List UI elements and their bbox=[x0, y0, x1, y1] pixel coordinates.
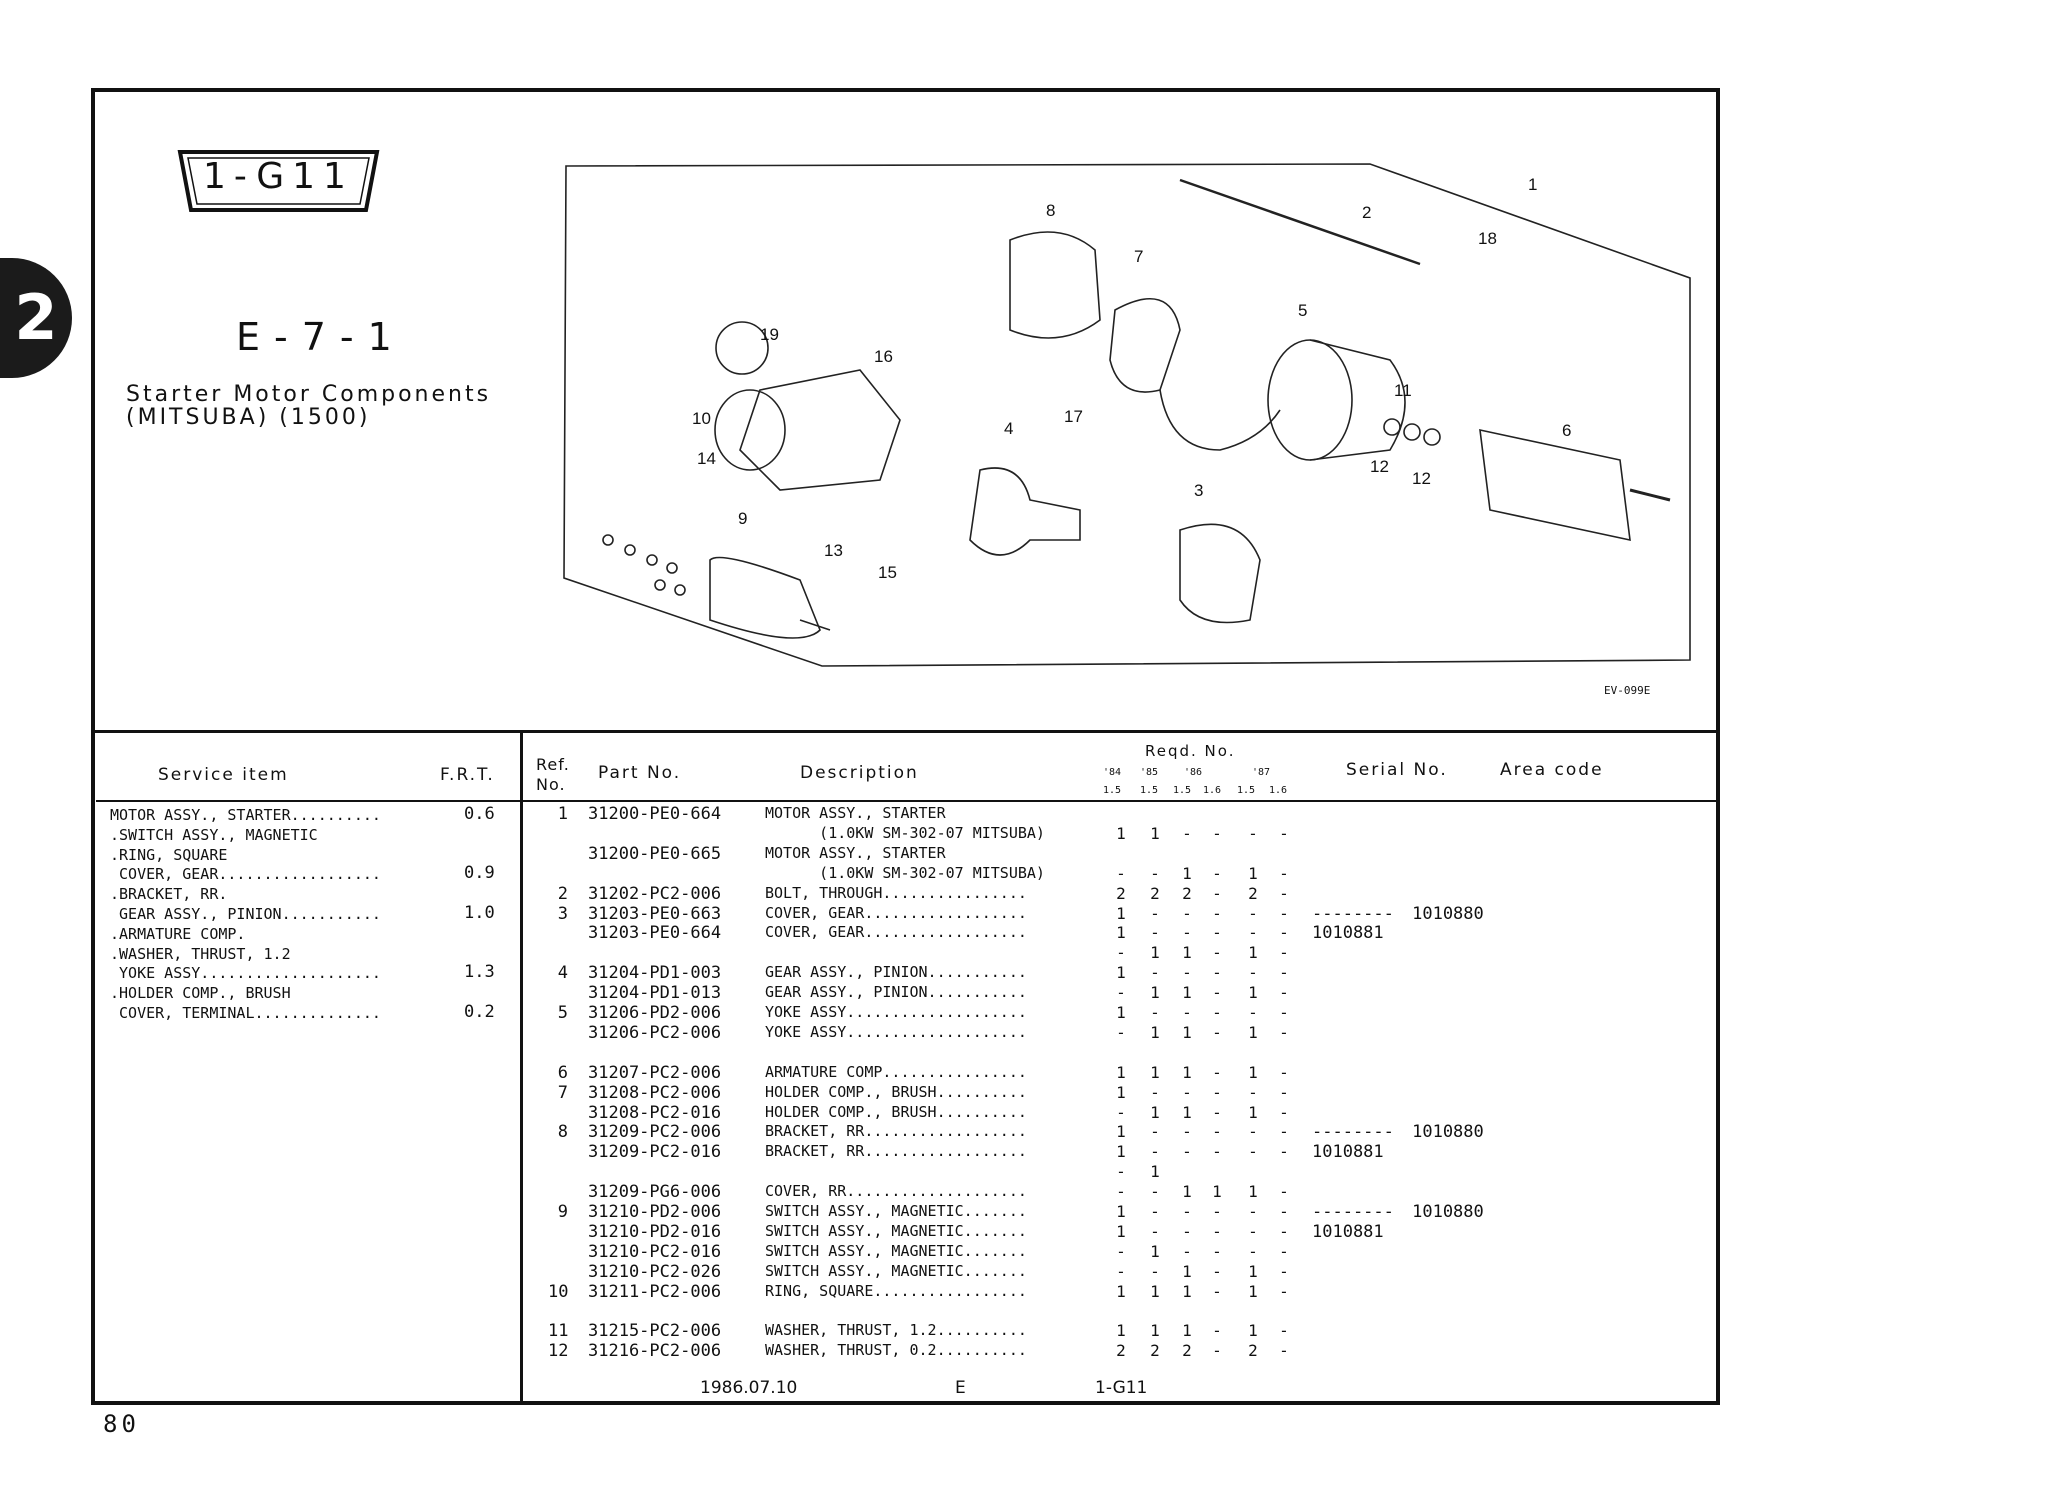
section-tab: 2 bbox=[0, 258, 72, 378]
table-divider bbox=[520, 733, 523, 1401]
reqd-qty: 1 bbox=[1182, 1062, 1192, 1082]
part-number: 31209-PG6-006 bbox=[588, 1182, 722, 1203]
reqd-qty: 1 bbox=[1182, 863, 1192, 883]
page-subtitle: (MITSUBA) (1500) bbox=[126, 405, 371, 430]
part-number: 31209-PC2-006 bbox=[588, 1122, 722, 1143]
header-ref-no: Ref. No. bbox=[536, 755, 570, 794]
part-description: HOLDER COMP., BRUSH.......... bbox=[765, 1102, 1027, 1121]
exploded-parts-diagram bbox=[560, 160, 1700, 680]
reqd-qty: - bbox=[1279, 1261, 1289, 1281]
part-description: (1.0KW SM-302-07 MITSUBA) bbox=[765, 823, 1045, 842]
part-description: YOKE ASSY.................... bbox=[765, 1003, 1027, 1021]
part-number: 31210-PD2-006 bbox=[588, 1202, 722, 1222]
reqd-qty: 1 bbox=[1248, 1102, 1258, 1122]
service-item-frt: 0.2 bbox=[464, 1002, 495, 1022]
reqd-qty: 1 bbox=[1182, 1321, 1192, 1341]
reqd-qty: 2 bbox=[1248, 883, 1258, 903]
part-description: MOTOR ASSY., STARTER bbox=[765, 843, 946, 862]
part-number: 31209-PC2-016 bbox=[588, 1142, 722, 1163]
header-frt: F.R.T. bbox=[440, 765, 495, 785]
page-number: 80 bbox=[103, 1410, 140, 1438]
callout-10: 10 bbox=[692, 409, 711, 428]
reqd-qty: - bbox=[1279, 963, 1289, 983]
reqd-qty: 1 bbox=[1116, 1062, 1126, 1082]
reqd-qty: - bbox=[1116, 1182, 1126, 1202]
service-item: GEAR ASSY., PINION........... bbox=[110, 905, 381, 923]
callout-1: 1 bbox=[1528, 175, 1538, 194]
service-item-frt: 1.0 bbox=[464, 903, 495, 923]
reqd-qty: 1 bbox=[1150, 943, 1160, 963]
part-number: 31210-PC2-016 bbox=[588, 1241, 722, 1262]
part-description: COVER, GEAR.................. bbox=[765, 923, 1027, 942]
part-number: 31203-PE0-663 bbox=[588, 903, 722, 924]
reqd-qty: 2 bbox=[1116, 883, 1126, 903]
badge-label: 1-G11 bbox=[203, 156, 354, 197]
serial-no: -------- 1010880 bbox=[1312, 1202, 1484, 1222]
reqd-qty: - bbox=[1212, 1142, 1222, 1162]
section-code: E-7-1 bbox=[236, 315, 406, 359]
reqd-qty: - bbox=[1212, 1122, 1222, 1142]
reqd-qty: 1 bbox=[1150, 823, 1160, 843]
part-description: COVER, GEAR.................. bbox=[765, 903, 1027, 922]
reqd-qty: - bbox=[1116, 1102, 1126, 1122]
serial-no: -------- 1010880 bbox=[1312, 1122, 1484, 1143]
reqd-qty: - bbox=[1212, 903, 1222, 923]
reqd-qty: 1 bbox=[1248, 863, 1258, 883]
part-description: MOTOR ASSY., STARTER bbox=[765, 804, 946, 822]
reqd-qty: - bbox=[1248, 903, 1258, 923]
reqd-qty: - bbox=[1279, 1182, 1289, 1202]
reqd-qty: - bbox=[1150, 1142, 1160, 1162]
callout-4: 4 bbox=[1004, 419, 1014, 438]
reqd-qty: - bbox=[1212, 823, 1222, 843]
ref-no: 8 bbox=[557, 1122, 568, 1143]
part-description: BRACKET, RR.................. bbox=[765, 1122, 1027, 1141]
reqd-qty: - bbox=[1248, 963, 1258, 983]
reqd-qty: - bbox=[1182, 903, 1192, 923]
service-item: .BRACKET, RR. bbox=[110, 885, 228, 904]
service-item: MOTOR ASSY., STARTER.......... bbox=[110, 806, 381, 824]
reqd-qty: - bbox=[1116, 943, 1126, 963]
part-number: 31207-PC2-006 bbox=[588, 1062, 722, 1083]
ref-no: 1 bbox=[557, 804, 568, 824]
reqd-qty: - bbox=[1182, 923, 1192, 943]
reqd-qty: 1 bbox=[1182, 943, 1192, 963]
disp-3: 1.5 bbox=[1173, 785, 1192, 796]
ref-no: 5 bbox=[557, 1003, 568, 1023]
ref-no: 10 bbox=[548, 1281, 569, 1302]
reqd-qty: 2 bbox=[1150, 1341, 1160, 1361]
reqd-qty: - bbox=[1279, 1082, 1289, 1102]
reqd-qty: 1 bbox=[1248, 1182, 1258, 1202]
disp-1: 1.5 bbox=[1103, 785, 1122, 796]
reqd-qty: - bbox=[1182, 823, 1192, 843]
callout-19: 19 bbox=[760, 325, 779, 344]
reqd-qty: 1 bbox=[1116, 963, 1126, 983]
part-number: 31210-PD2-016 bbox=[588, 1221, 722, 1242]
callout-6: 6 bbox=[1562, 421, 1572, 440]
reqd-qty: 1 bbox=[1116, 903, 1126, 923]
part-number: 31206-PC2-006 bbox=[588, 1022, 722, 1043]
part-description: YOKE ASSY.................... bbox=[765, 1022, 1027, 1041]
reqd-qty: - bbox=[1150, 1122, 1160, 1142]
service-item-frt: 0.9 bbox=[464, 863, 495, 884]
service-item-frt: 1.3 bbox=[464, 962, 495, 983]
callout-11: 11 bbox=[1394, 381, 1412, 400]
reqd-qty: - bbox=[1279, 1122, 1289, 1142]
callout-7: 7 bbox=[1134, 247, 1144, 266]
callout-15: 15 bbox=[878, 563, 897, 582]
callout-12b: 12 bbox=[1412, 469, 1431, 488]
reqd-qty: - bbox=[1212, 1022, 1222, 1042]
reqd-qty: 2 bbox=[1182, 883, 1192, 903]
reqd-qty: 1 bbox=[1182, 1182, 1192, 1202]
part-number: 31210-PC2-026 bbox=[588, 1261, 722, 1282]
reqd-qty: - bbox=[1279, 1102, 1289, 1122]
reqd-qty: - bbox=[1150, 1082, 1160, 1102]
part-description: (1.0KW SM-302-07 MITSUBA) bbox=[765, 863, 1045, 882]
reqd-qty: - bbox=[1182, 1142, 1192, 1162]
part-description: COVER, RR.................... bbox=[765, 1182, 1027, 1201]
part-description: BOLT, THROUGH................ bbox=[765, 883, 1027, 902]
service-item: .HOLDER COMP., BRUSH bbox=[110, 984, 291, 1003]
reqd-qty: - bbox=[1279, 983, 1289, 1003]
reqd-qty: 2 bbox=[1150, 883, 1160, 903]
reqd-qty: 1 bbox=[1116, 923, 1126, 943]
callout-8: 8 bbox=[1046, 201, 1056, 220]
service-item: .ARMATURE COMP. bbox=[110, 924, 246, 943]
reqd-qty: - bbox=[1248, 1082, 1258, 1102]
reqd-qty: - bbox=[1248, 1142, 1258, 1162]
reqd-qty: - bbox=[1212, 1321, 1222, 1341]
reqd-qty: 1 bbox=[1116, 1202, 1126, 1221]
callout-17: 17 bbox=[1064, 407, 1083, 426]
reqd-qty: - bbox=[1212, 1003, 1222, 1022]
reqd-qty: 2 bbox=[1248, 1341, 1258, 1361]
disp-4: 1.6 bbox=[1203, 785, 1222, 796]
callout-13: 13 bbox=[824, 541, 843, 560]
reqd-qty: 1 bbox=[1182, 983, 1192, 1003]
reqd-qty: - bbox=[1212, 1341, 1222, 1361]
reqd-qty: - bbox=[1212, 1241, 1222, 1261]
reqd-qty: - bbox=[1212, 1221, 1222, 1241]
reqd-qty: - bbox=[1182, 963, 1192, 983]
year-85: '85 bbox=[1140, 767, 1159, 778]
service-item: YOKE ASSY.................... bbox=[110, 964, 381, 983]
part-number: 31202-PC2-006 bbox=[588, 883, 722, 904]
reqd-qty: - bbox=[1212, 1082, 1222, 1102]
reqd-qty: - bbox=[1212, 1102, 1222, 1122]
reqd-qty: 1 bbox=[1248, 1321, 1258, 1341]
reqd-qty: - bbox=[1248, 1003, 1258, 1022]
reqd-qty: - bbox=[1150, 1182, 1160, 1202]
reqd-qty: 1 bbox=[1248, 1022, 1258, 1042]
part-description: HOLDER COMP., BRUSH.......... bbox=[765, 1082, 1027, 1101]
reqd-qty: - bbox=[1212, 1261, 1222, 1281]
reqd-qty: - bbox=[1212, 883, 1222, 903]
illustration-code: EV-099E bbox=[1604, 684, 1651, 697]
reqd-qty: - bbox=[1279, 943, 1289, 963]
part-number: 31215-PC2-006 bbox=[588, 1321, 722, 1342]
reqd-qty: - bbox=[1182, 1241, 1192, 1261]
footer-date: 1986.07.10 bbox=[700, 1378, 798, 1398]
serial-no: 1010881 bbox=[1312, 923, 1384, 944]
reqd-qty: 1 bbox=[1150, 1281, 1160, 1301]
part-description: ARMATURE COMP................ bbox=[765, 1062, 1027, 1081]
service-item: COVER, TERMINAL.............. bbox=[110, 1004, 381, 1022]
reqd-qty: - bbox=[1212, 863, 1222, 883]
reqd-qty: - bbox=[1248, 1221, 1258, 1241]
reqd-qty: - bbox=[1212, 943, 1222, 963]
service-item: .RING, SQUARE bbox=[110, 845, 228, 864]
part-number: 31203-PE0-664 bbox=[588, 923, 722, 944]
reqd-qty: 1 bbox=[1150, 1062, 1160, 1082]
reqd-qty: - bbox=[1150, 903, 1160, 923]
reqd-qty: 1 bbox=[1212, 1182, 1222, 1202]
part-description: GEAR ASSY., PINION........... bbox=[765, 983, 1027, 1002]
reqd-qty: - bbox=[1116, 983, 1126, 1003]
footer-code: 1-G11 bbox=[1095, 1378, 1148, 1398]
reqd-qty: 1 bbox=[1150, 1162, 1160, 1182]
reqd-qty: - bbox=[1279, 1241, 1289, 1261]
part-description: SWITCH ASSY., MAGNETIC....... bbox=[765, 1241, 1027, 1260]
callout-12a: 12 bbox=[1370, 457, 1389, 476]
year-87: '87 bbox=[1252, 767, 1271, 778]
reqd-qty: - bbox=[1182, 1202, 1192, 1221]
reqd-qty: - bbox=[1116, 1261, 1126, 1281]
reqd-qty: 1 bbox=[1248, 1261, 1258, 1281]
reqd-qty: - bbox=[1279, 863, 1289, 883]
reqd-qty: 1 bbox=[1116, 823, 1126, 843]
part-number: 31216-PC2-006 bbox=[588, 1341, 722, 1362]
part-number: 31204-PD1-013 bbox=[588, 983, 722, 1004]
serial-no: 1010881 bbox=[1312, 1142, 1384, 1163]
callout-5: 5 bbox=[1298, 301, 1308, 320]
diagram-outline bbox=[564, 164, 1690, 666]
reqd-qty: - bbox=[1212, 1202, 1222, 1221]
service-item: .WASHER, THRUST, 1.2 bbox=[110, 944, 291, 963]
service-item: .SWITCH ASSY., MAGNETIC bbox=[110, 825, 318, 844]
part-description: RING, SQUARE................. bbox=[765, 1281, 1027, 1300]
part-description: WASHER, THRUST, 1.2.......... bbox=[765, 1321, 1027, 1340]
header-area-code: Area code bbox=[1500, 760, 1604, 780]
reqd-qty: - bbox=[1279, 1281, 1289, 1301]
part-number: 31204-PD1-003 bbox=[588, 963, 722, 984]
reqd-qty: - bbox=[1279, 883, 1289, 903]
reqd-qty: 1 bbox=[1116, 1082, 1126, 1102]
reqd-qty: 1 bbox=[1182, 1022, 1192, 1042]
part-description: BRACKET, RR.................. bbox=[765, 1142, 1027, 1161]
reqd-qty: 1 bbox=[1150, 983, 1160, 1003]
part-description: WASHER, THRUST, 0.2.......... bbox=[765, 1341, 1027, 1360]
part-number: 31200-PE0-664 bbox=[588, 804, 722, 824]
year-86: '86 bbox=[1184, 767, 1203, 778]
ref-no: 7 bbox=[557, 1082, 568, 1103]
reqd-qty: - bbox=[1279, 1062, 1289, 1082]
ref-no: 2 bbox=[557, 883, 568, 904]
reqd-qty: - bbox=[1279, 1321, 1289, 1341]
reqd-qty: - bbox=[1150, 963, 1160, 983]
reqd-qty: - bbox=[1279, 923, 1289, 943]
disp-5: 1.5 bbox=[1237, 785, 1256, 796]
ref-no: 4 bbox=[557, 963, 568, 984]
part-number: 31206-PD2-006 bbox=[588, 1003, 722, 1023]
header-reqd-no: Reqd. No. bbox=[1145, 742, 1236, 760]
reqd-qty: 1 bbox=[1150, 1022, 1160, 1042]
reqd-qty: - bbox=[1279, 1202, 1289, 1221]
ref-no: 12 bbox=[548, 1341, 569, 1362]
reqd-qty: 1 bbox=[1116, 1321, 1126, 1341]
reqd-qty: - bbox=[1279, 1142, 1289, 1162]
reqd-qty: - bbox=[1212, 923, 1222, 943]
header-description: Description bbox=[800, 763, 919, 783]
part-number: 31208-PC2-016 bbox=[588, 1102, 722, 1123]
reqd-qty: - bbox=[1248, 1202, 1258, 1221]
reqd-qty: - bbox=[1116, 1162, 1126, 1182]
part-description: SWITCH ASSY., MAGNETIC....... bbox=[765, 1221, 1027, 1240]
reqd-qty: 1 bbox=[1150, 1102, 1160, 1122]
reqd-qty: 1 bbox=[1150, 1241, 1160, 1261]
reqd-qty: - bbox=[1248, 823, 1258, 843]
part-number: 31200-PE0-665 bbox=[588, 843, 722, 864]
reqd-qty: 2 bbox=[1182, 1341, 1192, 1361]
reqd-qty: - bbox=[1212, 983, 1222, 1003]
reqd-qty: - bbox=[1279, 823, 1289, 843]
reqd-qty: - bbox=[1116, 1022, 1126, 1042]
part-description: SWITCH ASSY., MAGNETIC....... bbox=[765, 1261, 1027, 1280]
ref-no: 11 bbox=[548, 1321, 569, 1342]
reqd-qty: 1 bbox=[1248, 943, 1258, 963]
reqd-qty: 1 bbox=[1248, 983, 1258, 1003]
reqd-qty: - bbox=[1182, 1221, 1192, 1241]
reqd-qty: 1 bbox=[1116, 1003, 1126, 1022]
reqd-qty: 2 bbox=[1116, 1341, 1126, 1361]
reqd-qty: - bbox=[1279, 1003, 1289, 1022]
reqd-qty: 1 bbox=[1116, 1122, 1126, 1142]
reqd-qty: - bbox=[1279, 1221, 1289, 1241]
header-serial-no: Serial No. bbox=[1346, 760, 1448, 780]
callout-14: 14 bbox=[697, 449, 716, 468]
reqd-qty: - bbox=[1212, 963, 1222, 983]
reqd-qty: - bbox=[1212, 1281, 1222, 1301]
ref-no: 9 bbox=[557, 1202, 568, 1222]
header-part-no: Part No. bbox=[598, 763, 682, 783]
reqd-qty: 1 bbox=[1116, 1281, 1126, 1301]
group-badge bbox=[176, 146, 381, 216]
reqd-qty: 1 bbox=[1116, 1142, 1126, 1162]
callout-3: 3 bbox=[1194, 481, 1204, 500]
ref-no: 3 bbox=[557, 903, 568, 924]
ref-no: 6 bbox=[557, 1062, 568, 1083]
callout-2: 2 bbox=[1362, 203, 1372, 222]
disp-2: 1.5 bbox=[1140, 785, 1159, 796]
reqd-qty: 1 bbox=[1182, 1261, 1192, 1281]
part-description: GEAR ASSY., PINION........... bbox=[765, 963, 1027, 982]
reqd-qty: - bbox=[1150, 923, 1160, 943]
reqd-qty: - bbox=[1182, 1082, 1192, 1102]
reqd-qty: 1 bbox=[1116, 1221, 1126, 1241]
reqd-qty: 1 bbox=[1150, 1321, 1160, 1341]
part-description: SWITCH ASSY., MAGNETIC....... bbox=[765, 1202, 1027, 1220]
service-item: COVER, GEAR.................. bbox=[110, 865, 381, 884]
reqd-qty: - bbox=[1150, 1261, 1160, 1281]
reqd-qty: - bbox=[1150, 863, 1160, 883]
reqd-qty: 1 bbox=[1248, 1281, 1258, 1301]
reqd-qty: - bbox=[1182, 1122, 1192, 1142]
callout-18: 18 bbox=[1478, 229, 1497, 248]
year-84: '84 bbox=[1103, 767, 1122, 778]
service-item-frt: 0.6 bbox=[464, 804, 495, 824]
reqd-qty: - bbox=[1279, 1341, 1289, 1361]
reqd-qty: - bbox=[1150, 1221, 1160, 1241]
serial-no: 1010881 bbox=[1312, 1221, 1384, 1242]
reqd-qty: - bbox=[1212, 1062, 1222, 1082]
part-number: 31211-PC2-006 bbox=[588, 1281, 722, 1302]
reqd-qty: 1 bbox=[1248, 1062, 1258, 1082]
serial-no: -------- 1010880 bbox=[1312, 903, 1484, 924]
reqd-qty: 1 bbox=[1182, 1281, 1192, 1301]
reqd-qty: - bbox=[1182, 1003, 1192, 1022]
reqd-qty: - bbox=[1150, 1202, 1160, 1221]
reqd-qty: - bbox=[1279, 903, 1289, 923]
reqd-qty: - bbox=[1116, 1241, 1126, 1261]
footer-letter: E bbox=[955, 1378, 966, 1398]
disp-6: 1.6 bbox=[1269, 785, 1288, 796]
header-service-item: Service item bbox=[158, 765, 289, 785]
page-title: Starter Motor Components bbox=[126, 382, 492, 407]
reqd-qty: - bbox=[1248, 1241, 1258, 1261]
callout-16: 16 bbox=[874, 347, 893, 366]
part-number: 31208-PC2-006 bbox=[588, 1082, 722, 1103]
reqd-qty: - bbox=[1248, 1122, 1258, 1142]
reqd-qty: - bbox=[1150, 1003, 1160, 1022]
reqd-qty: - bbox=[1279, 1022, 1289, 1042]
reqd-qty: - bbox=[1248, 923, 1258, 943]
reqd-qty: - bbox=[1116, 863, 1126, 883]
reqd-qty: 1 bbox=[1182, 1102, 1192, 1122]
callout-9: 9 bbox=[738, 509, 748, 528]
